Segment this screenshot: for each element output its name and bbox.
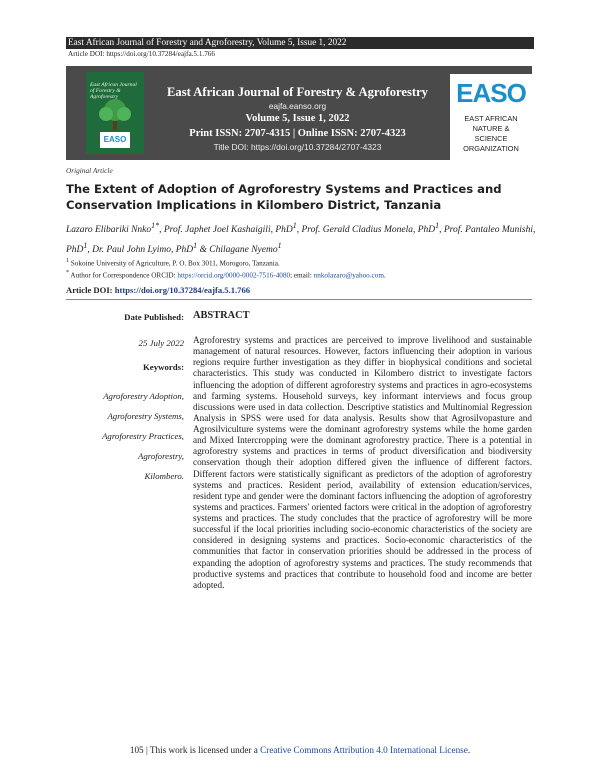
keyword: Agroforestry, xyxy=(137,451,184,461)
author: Prof. Gerald Cladius Monela, PhD xyxy=(301,225,436,236)
journal-cover-image xyxy=(86,72,144,154)
affiliation-text: Sokoine University of Agriculture, P. O. Box 3011, Morogoro, Tanzania. xyxy=(70,259,280,268)
abstract-heading: ABSTRACT xyxy=(193,310,250,321)
email-link[interactable]: nnkolazaro@yahoo.com xyxy=(313,271,384,280)
correspondence-sup: * xyxy=(66,270,69,277)
keyword: Agroforestry Systems, xyxy=(107,411,184,421)
doi-label: Article DOI: xyxy=(66,285,113,295)
article-title: The Extent of Adoption of Agroforestry Systems and Practices and Conservation Implications in Kilombero District, Tanzania xyxy=(66,182,502,212)
author-sep: , xyxy=(159,225,164,236)
author-sep: & xyxy=(197,245,210,256)
divider xyxy=(66,299,532,300)
author-sup: 1 xyxy=(277,241,282,251)
date-published-label: Date Published: xyxy=(124,312,184,322)
author: Dr. Paul John Lyimo, PhD xyxy=(92,245,194,256)
org-name-line: SCIENCE xyxy=(474,134,508,143)
page-number: 105 xyxy=(129,745,144,755)
page-footer xyxy=(0,745,600,755)
article-type: Original Article xyxy=(66,166,113,175)
keyword: Agroforestry Practices, xyxy=(102,431,184,441)
keywords-list xyxy=(66,386,184,486)
article-doi xyxy=(66,285,250,295)
author-sup: 1 xyxy=(193,241,198,251)
author-sep: , xyxy=(439,225,444,236)
journal-website[interactable]: eajfa.eanso.org xyxy=(268,101,327,111)
easo-logo: EASO xyxy=(456,78,526,108)
license-link[interactable]: Creative Commons Attribution 4.0 International License xyxy=(260,745,468,755)
author-sep: , xyxy=(87,245,93,256)
affiliation-sup: 1 xyxy=(66,258,69,264)
author: Lazaro Elibariki Nnko xyxy=(66,225,152,236)
keywords-label: Keywords: xyxy=(142,362,184,372)
author: Prof. Pantaleo Munishi, PhD xyxy=(66,225,536,256)
org-name-line: EAST AFRICAN xyxy=(464,114,518,123)
author: Prof. Japhet Joel Kashaigili, PhD xyxy=(163,225,293,236)
email-suffix: . xyxy=(383,271,386,280)
date-published: 25 July 2022 xyxy=(138,338,184,348)
volume-issue: Volume 5, Issue 1, 2022 xyxy=(245,113,350,124)
issn: Print ISSN: 2707-4315 | Online ISSN: 2707-4323 xyxy=(189,128,406,139)
correspondence-label: Author for Correspondence ORCID: xyxy=(70,271,176,280)
email-label: ; email: xyxy=(290,271,312,280)
keyword: Kilombero. xyxy=(144,471,184,481)
journal-name: East African Journal of Forestry & Agroforestry xyxy=(167,85,428,99)
author: Chilagane Nyemo xyxy=(209,245,278,256)
keyword: Agroforestry Adoption, xyxy=(103,391,184,401)
license-suffix: . xyxy=(467,745,471,755)
affiliations xyxy=(66,256,536,281)
title-doi[interactable]: Title DOI: https://doi.org/10.37284/2707-4323 xyxy=(213,142,382,152)
correspondence-line xyxy=(66,268,536,280)
author-list xyxy=(66,218,536,258)
org-name-line: ORGANIZATION xyxy=(463,144,519,153)
header-article-doi: Article DOI: https://doi.org/10.37284/eajfa.5.1.766 xyxy=(68,50,215,58)
org-name-line: NATURE & xyxy=(472,124,510,133)
author-sup: 1* xyxy=(151,221,160,230)
cover-title: East African Journal of Forestry & Agroforestry xyxy=(90,82,137,100)
author-sup: 1 xyxy=(435,221,440,230)
author-sup: 1 xyxy=(83,241,88,251)
cover-logo: EASO xyxy=(100,132,130,148)
affiliation-line xyxy=(66,256,536,268)
orcid-link[interactable]: https://orcid.org/0000-0002-7516-4080 xyxy=(177,271,291,280)
running-header: East African Journal of Forestry and Agroforestry, Volume 5, Issue 1, 2022 xyxy=(66,37,534,49)
org-name xyxy=(452,114,530,154)
license-text: | This work is licensed under a xyxy=(143,745,261,755)
abstract-text: Agroforestry systems and practices are perceived to improve livelihood and sustainable management of natural resources. However, factors influencing their adoption in various regions require further investigation as they differ in biophysical conditions and societal characteristics. This study was conducted in Kilombero district to investigate factors influencing the adoption of different agroforestry systems and practices in agro-ecosystems and farming systems. Household surveys, key informant interviews and focus group discussions were used in data collection. Descriptive statistics and Multinomial Regression Analysis in SPSS were used for data analysis. Results show that Agrosilvopasture and Agrosilviculture systems were the dominant agroforestry systems while the home garden and Mixed Intercropping were the dominant agroforestry practice. There is a potential in agroforestry systems and practices in terms of product diversification and biodiversity conservation though their adoption differed given the influence of different factors. Different factors were statistically significant as predictors of the adoption of agroforestry systems and practices. Resident period, availability of extension education/services, resident type and gender were the dominant factors influencing the adoption of agroforestry systems and practices. Farmers' oriented factors were critical in the adoption of agroforestry systems and practices. The study concludes that the practice of agroforestry will be more successful if the local priorities including socio-economic characteristics of the society are considered in designing systems and practices. Socio-economic characteristics of the communities that factor in conservation priorities should be addressed in the process of expanding the adoption of agroforestry systems and practices. The study recommends that productive systems and practices that contribute to household food and income are better adopted. xyxy=(193,335,532,590)
author-sup: 1 xyxy=(292,221,297,230)
author-sep: , xyxy=(296,225,302,236)
tree-icon xyxy=(94,96,136,130)
doi-link[interactable]: https://doi.org/10.37284/eajfa.5.1.766 xyxy=(114,285,251,295)
